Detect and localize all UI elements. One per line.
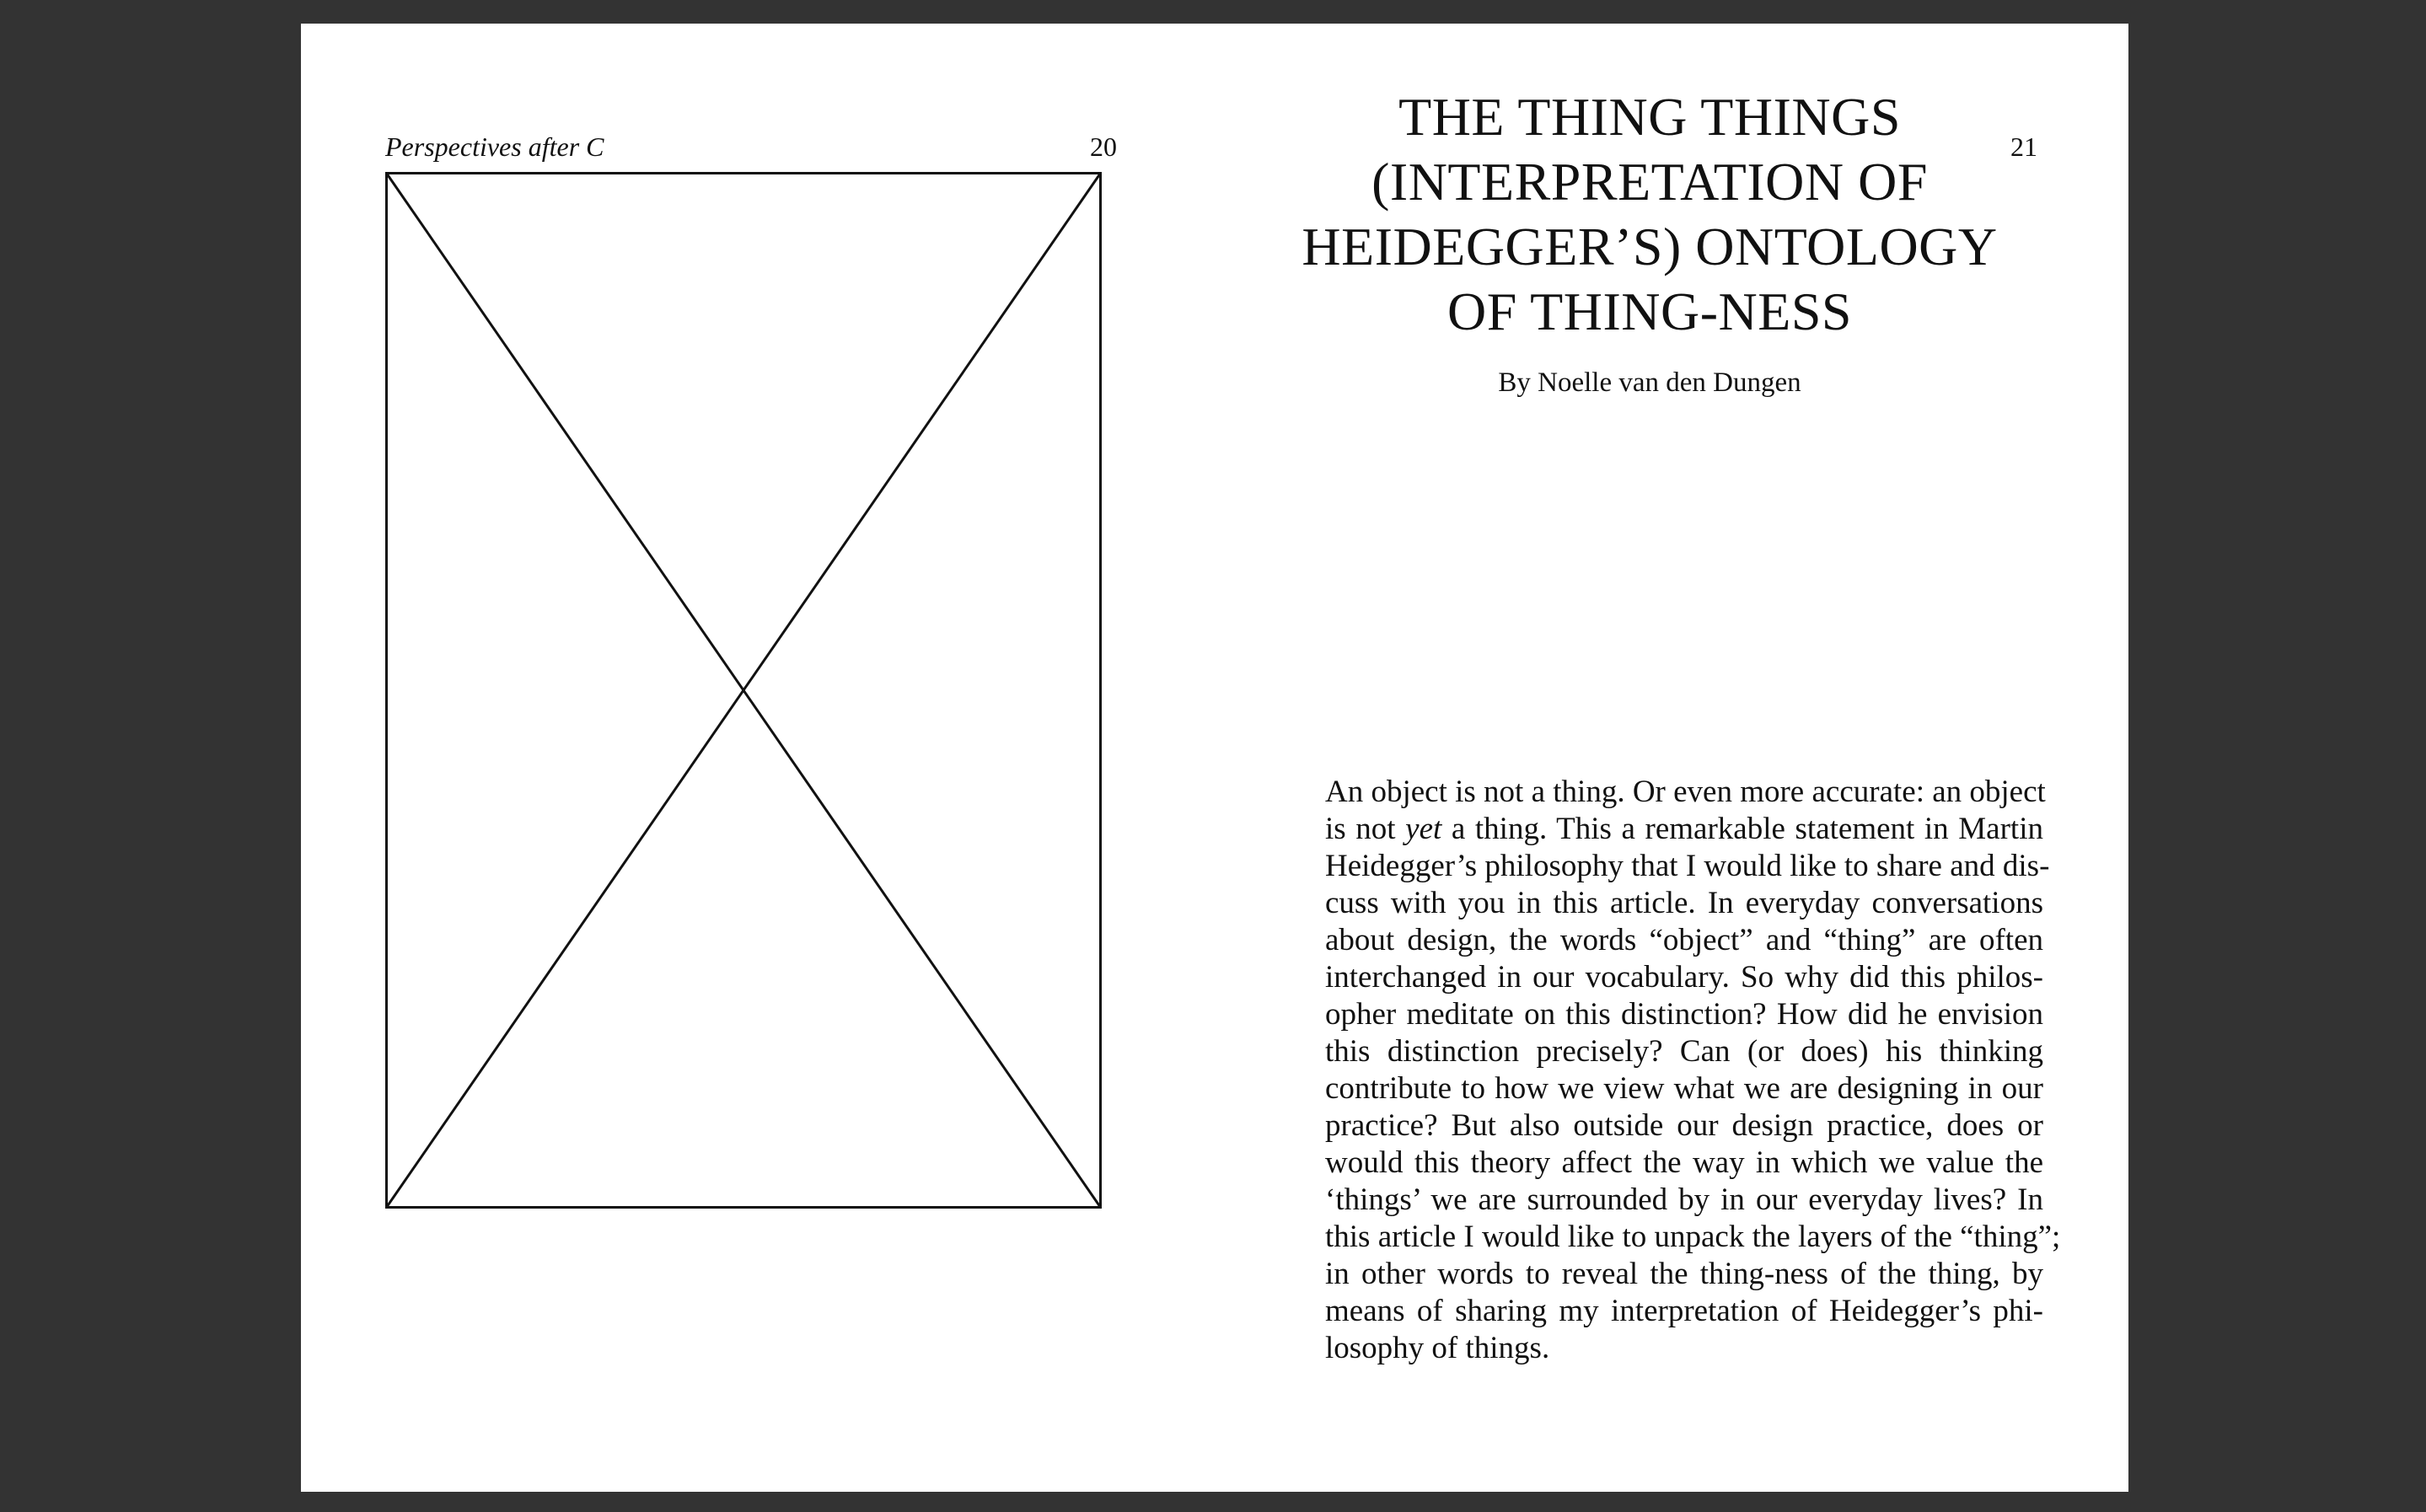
- body-line: about design, the words “object” and “thing” are often: [1325, 923, 2043, 957]
- article-title: [1287, 84, 2012, 344]
- body-line: this distinction precisely? Can (or does) his thinking: [1325, 1034, 2043, 1069]
- body-line: ‘things’ we are surrounded by in our everyday lives? In: [1325, 1182, 2043, 1217]
- page-number-left: 20: [1090, 131, 1117, 162]
- title-line: HEIDEGGER’S) ONTOLOGY: [1302, 217, 1998, 276]
- body-line: An object is not a thing. Or even more accurate: an object: [1325, 775, 2046, 809]
- body-line: losophy of things.: [1325, 1331, 1550, 1365]
- body-line: interchanged in our vocabulary. So why did this philos-: [1325, 960, 2043, 995]
- article-body: [1325, 774, 2061, 1367]
- body-line: is not yet a thing. This a remarkable statement in Martin: [1325, 812, 2043, 846]
- byline: By Noelle van den Dungen: [1498, 367, 1801, 398]
- image-placeholder: [385, 172, 1102, 1209]
- title-line: (INTERPRETATION OF: [1371, 152, 1928, 212]
- body-line: in other words to reveal the thing-ness of the thing, by: [1325, 1257, 2043, 1291]
- body-line: would this theory affect the way in which we value the: [1325, 1145, 2043, 1180]
- page-number-right: 21: [2010, 131, 2037, 162]
- body-line: cuss with you in this article. In everyday conversations: [1325, 886, 2043, 920]
- body-line: means of sharing my interpretation of Heidegger’s phi-: [1325, 1294, 2043, 1328]
- body-line: opher meditate on this distinction? How did he envision: [1325, 997, 2043, 1032]
- body-line: contribute to how we view what we are designing in our: [1325, 1071, 2043, 1106]
- body-line: Heidegger’s philosophy that I would like to share and dis-: [1325, 849, 2050, 883]
- title-line: OF THING-NESS: [1446, 281, 1853, 341]
- body-line: practice? But also outside our design practice, does or: [1325, 1108, 2043, 1143]
- running-head: Perspectives after C: [385, 131, 604, 162]
- image-placeholder-cross-icon: [385, 172, 1102, 1209]
- title-line: THE THING THINGS: [1398, 87, 1901, 147]
- body-line: this article I would like to unpack the layers of the “thing”;: [1325, 1220, 2061, 1254]
- page-spread: [301, 24, 2128, 1492]
